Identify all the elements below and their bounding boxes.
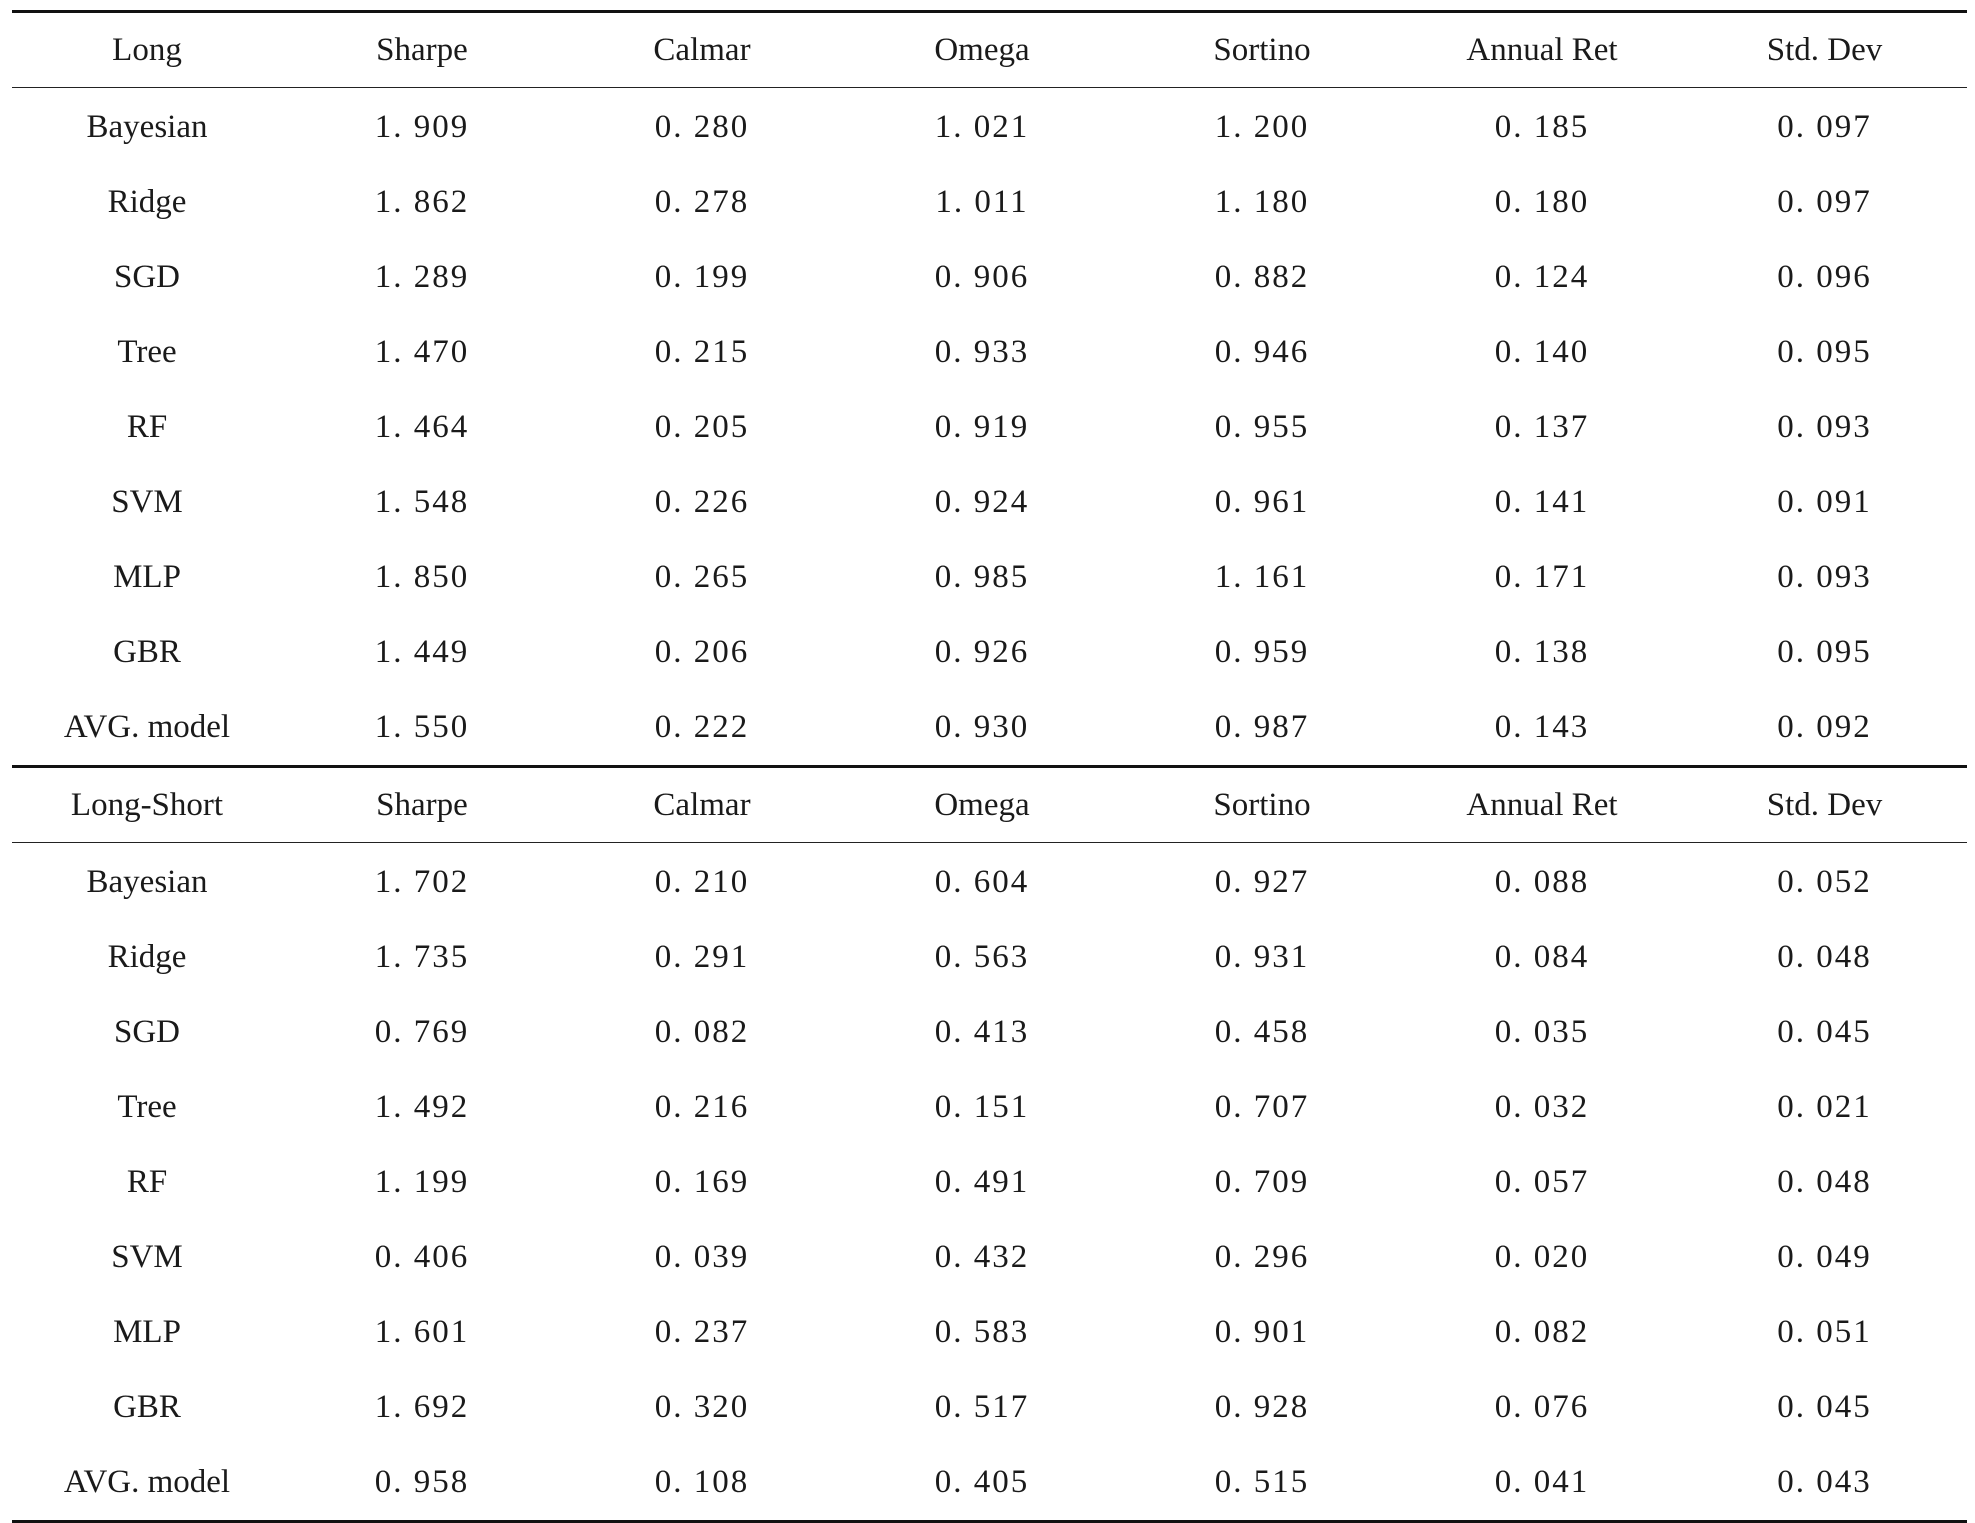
value-cell: 0. 933 — [934, 334, 1030, 370]
value-cell: 1. 199 — [374, 1164, 470, 1200]
header-cell-std-dev: Std. Dev — [1766, 31, 1883, 68]
value-cell: 0. 958 — [374, 1464, 470, 1500]
model-name-cell: Tree — [117, 334, 177, 370]
value-cell: 0. 088 — [1494, 864, 1590, 900]
value-cell: 0. 280 — [654, 109, 750, 145]
table-row — [12, 390, 1967, 465]
value-cell: 0. 021 — [1777, 1089, 1872, 1125]
value-cell: 0. 222 — [654, 709, 750, 745]
table-row — [12, 315, 1967, 390]
header-cell-section-label: Long — [112, 31, 182, 68]
value-cell: 0. 138 — [1494, 634, 1590, 670]
value-cell: 1. 550 — [374, 709, 470, 745]
table-row — [12, 615, 1967, 690]
table-row — [12, 690, 1967, 765]
table-row — [12, 1145, 1967, 1220]
value-cell: 0. 045 — [1777, 1014, 1872, 1050]
value-cell: 0. 432 — [934, 1239, 1030, 1275]
model-name-cell: SGD — [113, 259, 181, 295]
value-cell: 0. 108 — [654, 1464, 750, 1500]
header-cell-omega: Omega — [934, 786, 1030, 823]
header-cell-annual-ret: Annual Ret — [1466, 31, 1618, 68]
value-cell: 0. 171 — [1494, 559, 1590, 595]
header-rule — [12, 842, 1967, 843]
model-name-cell: MLP — [113, 1314, 181, 1350]
value-cell: 0. 931 — [1214, 939, 1310, 975]
table-row — [12, 845, 1967, 920]
value-cell: 0. 048 — [1777, 939, 1872, 975]
value-cell: 0. 095 — [1777, 334, 1872, 370]
value-cell: 0. 151 — [934, 1089, 1030, 1125]
header-cell-std-dev: Std. Dev — [1766, 786, 1883, 823]
model-name-cell: Ridge — [107, 184, 187, 220]
value-cell: 1. 180 — [1214, 184, 1310, 220]
value-cell: 0. 032 — [1494, 1089, 1590, 1125]
value-cell: 0. 076 — [1494, 1389, 1590, 1425]
model-name-cell: SVM — [111, 1239, 183, 1275]
value-cell: 1. 470 — [374, 334, 470, 370]
value-cell: 0. 049 — [1777, 1239, 1872, 1275]
model-name-cell: SVM — [111, 484, 183, 520]
value-cell: 0. 406 — [374, 1239, 470, 1275]
value-cell: 0. 928 — [1214, 1389, 1310, 1425]
value-cell: 0. 291 — [654, 939, 750, 975]
header-cell-sharpe: Sharpe — [376, 786, 468, 823]
value-cell: 0. 583 — [934, 1314, 1030, 1350]
model-name-cell: Tree — [117, 1089, 177, 1125]
value-cell: 0. 097 — [1777, 109, 1872, 145]
model-name-cell: GBR — [113, 634, 181, 670]
header-cell-omega: Omega — [934, 31, 1030, 68]
value-cell: 0. 185 — [1494, 109, 1590, 145]
model-name-cell: MLP — [113, 559, 181, 595]
header-rule — [12, 87, 1967, 88]
value-cell: 1. 492 — [374, 1089, 470, 1125]
value-cell: 0. 143 — [1494, 709, 1590, 745]
value-cell: 0. 906 — [934, 259, 1030, 295]
value-cell: 0. 039 — [654, 1239, 750, 1275]
value-cell: 0. 517 — [934, 1389, 1030, 1425]
value-cell: 0. 052 — [1777, 864, 1872, 900]
value-cell: 0. 124 — [1494, 259, 1590, 295]
value-cell: 0. 084 — [1494, 939, 1590, 975]
value-cell: 0. 215 — [654, 334, 750, 370]
table-row — [12, 465, 1967, 540]
value-cell: 0. 092 — [1777, 709, 1872, 745]
value-cell: 0. 769 — [374, 1014, 470, 1050]
table-header-row — [12, 768, 1967, 842]
value-cell: 0. 020 — [1494, 1239, 1590, 1275]
value-cell: 0. 226 — [654, 484, 750, 520]
value-cell: 0. 140 — [1494, 334, 1590, 370]
value-cell: 0. 051 — [1777, 1314, 1872, 1350]
value-cell: 0. 082 — [654, 1014, 750, 1050]
value-cell: 0. 924 — [934, 484, 1030, 520]
value-cell: 0. 091 — [1777, 484, 1872, 520]
value-cell: 0. 169 — [654, 1164, 750, 1200]
value-cell: 0. 048 — [1777, 1164, 1872, 1200]
value-cell: 0. 946 — [1214, 334, 1310, 370]
table-row — [12, 90, 1967, 165]
value-cell: 0. 093 — [1777, 559, 1872, 595]
value-cell: 1. 449 — [374, 634, 470, 670]
value-cell: 0. 930 — [934, 709, 1030, 745]
value-cell: 1. 909 — [374, 109, 470, 145]
value-cell: 1. 601 — [374, 1314, 470, 1350]
value-cell: 1. 862 — [374, 184, 470, 220]
value-cell: 0. 237 — [654, 1314, 750, 1350]
value-cell: 1. 200 — [1214, 109, 1310, 145]
value-cell: 0. 515 — [1214, 1464, 1310, 1500]
table-row — [12, 1070, 1967, 1145]
value-cell: 0. 278 — [654, 184, 750, 220]
value-cell: 0. 199 — [654, 259, 750, 295]
value-cell: 0. 985 — [934, 559, 1030, 595]
model-name-cell: RF — [126, 1164, 168, 1200]
value-cell: 0. 707 — [1214, 1089, 1310, 1125]
header-cell-section-label: Long-Short — [70, 786, 224, 823]
value-cell: 1. 011 — [935, 184, 1029, 220]
value-cell: 0. 959 — [1214, 634, 1310, 670]
value-cell: 0. 882 — [1214, 259, 1310, 295]
model-name-cell: Bayesian — [86, 109, 208, 145]
value-cell: 0. 096 — [1777, 259, 1872, 295]
value-cell: 0. 296 — [1214, 1239, 1310, 1275]
value-cell: 0. 082 — [1494, 1314, 1590, 1350]
table-row — [12, 995, 1967, 1070]
table-row — [12, 540, 1967, 615]
value-cell: 0. 709 — [1214, 1164, 1310, 1200]
value-cell: 0. 491 — [934, 1164, 1030, 1200]
table-row — [12, 1370, 1967, 1445]
results-table — [12, 10, 1967, 1523]
value-cell: 0. 901 — [1214, 1314, 1310, 1350]
value-cell: 0. 093 — [1777, 409, 1872, 445]
value-cell: 0. 413 — [934, 1014, 1030, 1050]
value-cell: 0. 320 — [654, 1389, 750, 1425]
value-cell: 0. 987 — [1214, 709, 1310, 745]
value-cell: 0. 210 — [654, 864, 750, 900]
table-row — [12, 1445, 1967, 1520]
value-cell: 0. 405 — [934, 1464, 1030, 1500]
value-cell: 0. 057 — [1494, 1164, 1590, 1200]
header-cell-calmar: Calmar — [653, 786, 751, 823]
value-cell: 0. 095 — [1777, 634, 1872, 670]
value-cell: 0. 458 — [1214, 1014, 1310, 1050]
value-cell: 0. 035 — [1494, 1014, 1590, 1050]
model-name-cell: Ridge — [107, 939, 187, 975]
value-cell: 0. 926 — [934, 634, 1030, 670]
model-name-cell: RF — [126, 409, 168, 445]
value-cell: 1. 464 — [374, 409, 470, 445]
table-row — [12, 165, 1967, 240]
model-name-cell: AVG. model — [63, 1464, 231, 1500]
value-cell: 0. 919 — [934, 409, 1030, 445]
value-cell: 0. 205 — [654, 409, 750, 445]
header-cell-calmar: Calmar — [653, 31, 751, 68]
table-row — [12, 920, 1967, 995]
table-header-row — [12, 13, 1967, 87]
value-cell: 0. 137 — [1494, 409, 1590, 445]
table-row — [12, 1295, 1967, 1370]
header-cell-sortino: Sortino — [1213, 31, 1311, 68]
value-cell: 1. 289 — [374, 259, 470, 295]
table-row — [12, 1220, 1967, 1295]
value-cell: 1. 021 — [934, 109, 1030, 145]
value-cell: 1. 692 — [374, 1389, 470, 1425]
value-cell: 0. 927 — [1214, 864, 1310, 900]
value-cell: 0. 141 — [1494, 484, 1590, 520]
header-cell-sortino: Sortino — [1213, 786, 1311, 823]
model-name-cell: SGD — [113, 1014, 181, 1050]
value-cell: 0. 265 — [654, 559, 750, 595]
value-cell: 0. 043 — [1777, 1464, 1872, 1500]
header-cell-annual-ret: Annual Ret — [1466, 786, 1618, 823]
value-cell: 0. 955 — [1214, 409, 1310, 445]
value-cell: 1. 735 — [374, 939, 470, 975]
value-cell: 0. 563 — [934, 939, 1030, 975]
value-cell: 0. 180 — [1494, 184, 1590, 220]
value-cell: 1. 161 — [1214, 559, 1310, 595]
value-cell: 0. 097 — [1777, 184, 1872, 220]
value-cell: 0. 961 — [1214, 484, 1310, 520]
value-cell: 0. 604 — [934, 864, 1030, 900]
model-name-cell: GBR — [113, 1389, 181, 1425]
value-cell: 0. 045 — [1777, 1389, 1872, 1425]
value-cell: 0. 041 — [1494, 1464, 1590, 1500]
table-row — [12, 240, 1967, 315]
header-cell-sharpe: Sharpe — [376, 31, 468, 68]
value-cell: 1. 702 — [374, 864, 470, 900]
model-name-cell: Bayesian — [86, 864, 208, 900]
value-cell: 0. 216 — [654, 1089, 750, 1125]
value-cell: 1. 850 — [374, 559, 470, 595]
value-cell: 0. 206 — [654, 634, 750, 670]
model-name-cell: AVG. model — [63, 709, 231, 745]
value-cell: 1. 548 — [374, 484, 470, 520]
